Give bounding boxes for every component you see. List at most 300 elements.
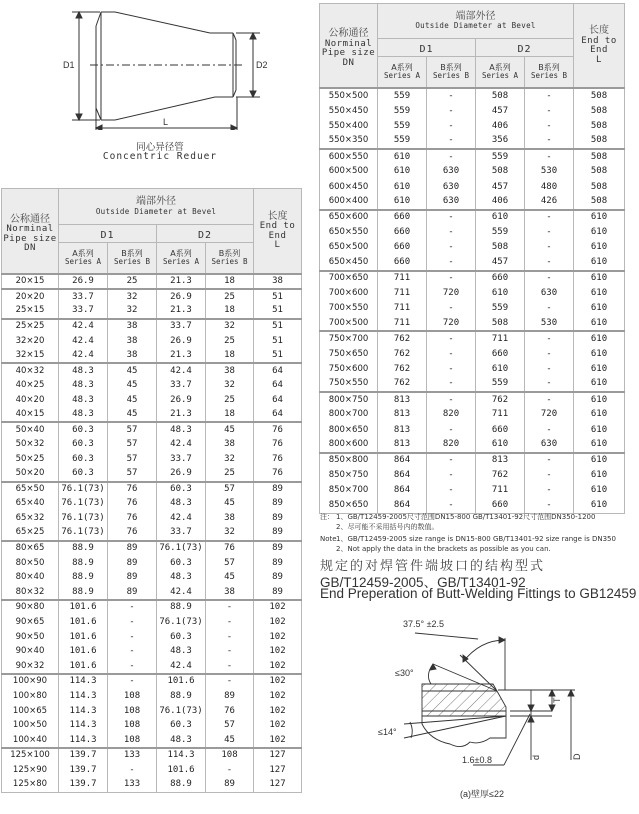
table-cell: 42.4 [157,437,206,452]
cell-dn: 100×65 [2,704,59,719]
table-cell: 48.3 [157,570,206,585]
table-cell: 89 [254,482,302,497]
table-cell: 559 [378,134,427,149]
table-cell: 480 [525,179,574,194]
table-cell: 660 [476,498,525,513]
table-cell: 33.7 [157,378,206,393]
bevel-title-cn: 规定的对焊管件端坡口的结构型式 [320,559,546,574]
cell-dn: 850×650 [320,498,378,513]
cell-dn: 600×450 [320,179,378,194]
table-row [2,704,302,719]
table-cell: 48.3 [59,363,108,378]
table-cell: 21.3 [157,304,206,319]
cell-dn: 600×500 [320,164,378,179]
table-row [2,319,302,334]
note-en-2-text: 2、Not apply the data in the brackets as possible as you can. [336,545,551,553]
table-cell: 559 [378,119,427,134]
table-cell: - [525,210,574,225]
table-cell: 762 [378,377,427,392]
table-cell: - [525,377,574,392]
table-cell: 45 [206,733,254,748]
table-row [2,541,302,556]
table-cell: 57 [206,482,254,497]
table-row [2,733,302,748]
cell-dn: 100×90 [2,674,59,689]
table-cell: 610 [574,407,625,422]
table-cell: 610 [574,225,625,240]
table-cell: 108 [108,689,157,704]
table-cell: 88.9 [59,570,108,585]
table-row [2,615,302,630]
table-row [2,304,302,319]
table-cell: 33.7 [59,289,108,304]
right-dimension-table [319,3,625,514]
table-cell: 32 [108,289,157,304]
table-cell: - [108,674,157,689]
cell-dn: 40×20 [2,393,59,408]
table-row [320,346,625,361]
table-cell: 42.4 [157,585,206,600]
table-cell: 26.9 [157,334,206,349]
series-a-cn: A系列 [391,62,413,72]
table-cell: - [206,674,254,689]
table-cell: 610 [574,331,625,346]
table-cell: 60.3 [157,556,206,571]
table-cell: 102 [254,600,302,615]
table-row [320,362,625,377]
table-cell: 26.9 [157,289,206,304]
series-a-en: Series A [64,257,102,267]
table-cell: 711 [378,316,427,331]
table-cell: 630 [525,438,574,453]
table-cell: 45 [108,408,157,423]
table-cell: - [427,255,476,270]
cell-dn: 125×100 [2,748,59,763]
table-cell: 38 [254,274,302,289]
table-cell: 32 [206,319,254,334]
table-cell: 102 [254,704,302,719]
table-cell: 60.3 [157,482,206,497]
table-cell: 76 [254,452,302,467]
table-cell: 660 [476,346,525,361]
table-row [320,149,625,164]
cell-dn: 32×20 [2,334,59,349]
cell-dn: 80×65 [2,541,59,556]
cell-dn: 80×50 [2,556,59,571]
table-cell: 457 [476,255,525,270]
table-cell: 610 [574,422,625,437]
table-cell: 38 [206,437,254,452]
table-cell: 508 [476,88,525,103]
table-cell: 42.4 [157,659,206,674]
table-cell: - [525,271,574,286]
table-cell: 64 [254,363,302,378]
bevel-title-std: GB/T12459-2005、GB/T13401-92 [320,575,526,590]
table-cell: - [427,392,476,407]
table-cell: 660 [378,240,427,255]
table-cell: - [525,134,574,149]
table-row [2,422,302,437]
table-cell: 610 [476,210,525,225]
header-d2-series-a [157,242,206,274]
series-b-en: Series B [113,257,151,267]
table-row [2,674,302,689]
table-cell: 60.3 [59,437,108,452]
table-cell: 114.3 [59,733,108,748]
header-length-en: End [268,230,287,241]
table-cell: - [525,422,574,437]
table-cell: 559 [476,149,525,164]
note-cn-1 [320,512,639,522]
table-cell: 108 [206,748,254,763]
table-cell: 42.4 [59,334,108,349]
table-row [2,718,302,733]
table-row [2,289,302,304]
table-cell: 108 [108,704,157,719]
table-cell: 21.3 [157,348,206,363]
table-cell: - [427,422,476,437]
table-cell: 48.3 [157,644,206,659]
table-cell: 457 [476,103,525,118]
table-cell: 38 [206,511,254,526]
cell-dn: 65×25 [2,526,59,541]
note-cn-prefix: 注： [320,513,334,521]
table-cell: 57 [108,452,157,467]
table-cell: - [427,468,476,483]
table-cell: 610 [574,483,625,498]
table-cell: 610 [574,362,625,377]
table-cell: - [525,103,574,118]
table-cell: 33.7 [59,304,108,319]
table-row [2,437,302,452]
table-row [320,301,625,316]
table-cell: 21.3 [157,408,206,423]
table-cell: 508 [476,240,525,255]
table-cell: 76.1(73) [59,496,108,511]
table-cell: 530 [525,164,574,179]
table-cell: 25 [206,393,254,408]
table-cell: 76.1(73) [157,704,206,719]
table-row [2,748,302,763]
table-row [320,331,625,346]
table-cell: 45 [108,393,157,408]
table-cell: 610 [574,210,625,225]
table-cell: - [525,498,574,513]
table-cell: 101.6 [59,659,108,674]
cell-dn: 65×32 [2,511,59,526]
table-cell: - [206,615,254,630]
table-cell: 33.7 [157,526,206,541]
cell-dn: 550×350 [320,134,378,149]
table-cell: - [427,483,476,498]
table-cell: 48.3 [59,393,108,408]
table-cell: - [427,119,476,134]
header-dn-en: Norminal [324,38,373,49]
table-cell: 610 [476,362,525,377]
note-en-2 [320,544,639,554]
table-cell: 508 [574,179,625,194]
table-cell: 32 [206,452,254,467]
table-cell: - [108,600,157,615]
angle-14-label: ≤14° [378,727,397,737]
table-cell: - [525,119,574,134]
header-d1-series-b [108,242,157,274]
table-cell: 610 [476,286,525,301]
series-a-en: Series A [383,71,421,81]
table-cell: 76 [254,437,302,452]
table-cell: 127 [254,778,302,793]
table-cell: 508 [476,164,525,179]
left-table-body [2,274,302,792]
cell-dn: 800×650 [320,422,378,437]
table-row [320,88,625,103]
cell-dn: 700×500 [320,316,378,331]
table-cell: 38 [108,334,157,349]
table-cell: 559 [476,377,525,392]
table-cell: 89 [254,526,302,541]
table-cell: 610 [378,195,427,210]
table-cell: 102 [254,615,302,630]
table-cell: 57 [206,718,254,733]
table-cell: - [525,346,574,361]
cell-dn: 20×20 [2,289,59,304]
table-cell: 88.9 [59,556,108,571]
table-cell: 720 [427,316,476,331]
table-cell: 508 [574,134,625,149]
table-cell: 25 [206,467,254,482]
table-cell: 33.7 [157,319,206,334]
table-cell: 18 [206,304,254,319]
header-d1 [59,225,157,243]
table-row [2,496,302,511]
table-cell: 57 [206,556,254,571]
cell-dn: 750×700 [320,331,378,346]
table-cell: 610 [574,392,625,407]
header-od-en: Outside Diameter at Bevel [415,21,536,31]
table-cell: 820 [427,438,476,453]
note-cn-1-text: 1、GB/T12459-2005尺寸范围DN15-800 GB/T13401-92尺寸范围DN350-1200 [336,513,596,521]
table-row [2,689,302,704]
table-cell: 51 [254,334,302,349]
cell-dn: 50×25 [2,452,59,467]
cell-dn: 100×40 [2,733,59,748]
angle-30-label: ≤30° [395,668,414,678]
header-d2 [476,39,574,57]
table-cell: - [427,103,476,118]
header-length-en: L [274,240,281,251]
table-cell: 711 [378,301,427,316]
header-length [254,189,302,275]
header-d1-label: D1 [419,44,434,55]
table-cell: - [427,331,476,346]
table-cell: 88.9 [157,689,206,704]
table-cell: 139.7 [59,763,108,778]
table-cell: 64 [254,393,302,408]
cell-dn: 550×400 [320,119,378,134]
table-cell: 711 [476,331,525,346]
header-d1-series-a [378,56,427,88]
table-cell: 720 [427,286,476,301]
table-cell: 26.9 [59,274,108,289]
table-cell: 864 [378,468,427,483]
table-row [320,225,625,240]
series-a-en: Series A [162,257,200,267]
table-cell: 89 [108,570,157,585]
table-cell: 48.3 [157,496,206,511]
table-cell: 102 [254,718,302,733]
table-cell: 813 [476,453,525,468]
header-dn-en: DN [342,57,355,68]
table-cell: 711 [378,271,427,286]
table-cell: 356 [476,134,525,149]
series-a-cn: A系列 [170,248,192,258]
cell-dn: 20×15 [2,274,59,289]
table-cell: 45 [108,378,157,393]
header-length-en: L [596,54,602,65]
cell-dn: 550×500 [320,88,378,103]
table-cell: 38 [108,348,157,363]
bevel-title-en: End Preperation of Butt-Welding Fittings to GB12459 [320,586,637,601]
table-cell: 33.7 [157,452,206,467]
table-cell: 101.6 [59,644,108,659]
header-d1-label: D1 [100,230,115,241]
table-cell: 813 [378,422,427,437]
table-cell: 76.1(73) [59,526,108,541]
table-cell: 711 [476,483,525,498]
table-cell: 18 [206,348,254,363]
table-row [320,453,625,468]
table-cell: 76.1(73) [157,615,206,630]
table-row [320,286,625,301]
table-cell: 21.3 [157,274,206,289]
header-od-cn: 端部外径 [455,10,496,22]
table-cell: 114.3 [59,689,108,704]
cell-dn: 90×65 [2,615,59,630]
header-length-en: End to [259,221,296,232]
table-cell: 660 [476,422,525,437]
table-row [2,585,302,600]
table-cell: 42.4 [157,511,206,526]
cell-dn: 800×750 [320,392,378,407]
table-cell: - [108,763,157,778]
table-cell: 18 [206,408,254,423]
table-cell: 660 [476,271,525,286]
cell-dn: 50×20 [2,467,59,482]
table-cell: 101.6 [59,600,108,615]
table-cell: 610 [574,498,625,513]
table-cell: 89 [254,556,302,571]
table-cell: 762 [476,392,525,407]
cell-dn: 90×40 [2,644,59,659]
header-outside-diameter [378,4,574,39]
table-row [320,164,625,179]
table-cell: 32 [206,378,254,393]
table-cell: 530 [525,316,574,331]
bevel-drawing [360,605,600,814]
cell-dn: 650×550 [320,225,378,240]
table-cell: 89 [108,556,157,571]
header-d2-series-b [525,56,574,88]
table-cell: - [427,225,476,240]
header-d2 [157,225,254,243]
angle-37-label: 37.5° ±2.5 [403,619,445,629]
table-cell: 42.4 [157,363,206,378]
table-cell: 60.3 [157,630,206,645]
cell-dn: 650×500 [320,240,378,255]
table-row [320,392,625,407]
table-cell: 762 [378,346,427,361]
header-dn [2,189,59,275]
table-cell: 508 [574,119,625,134]
table-cell: 45 [206,570,254,585]
table-cell: 813 [378,407,427,422]
table-cell: - [525,88,574,103]
table-cell: 88.9 [59,541,108,556]
cell-dn: 850×800 [320,453,378,468]
table-cell: 48.3 [157,733,206,748]
table-cell: 25 [206,334,254,349]
table-cell: 51 [254,319,302,334]
table-cell: - [525,240,574,255]
table-row [2,334,302,349]
cell-dn: 850×700 [320,483,378,498]
cell-dn: 850×750 [320,468,378,483]
table-row [320,316,625,331]
table-row [2,600,302,615]
table-cell: 25 [206,289,254,304]
table-cell: 610 [574,240,625,255]
cell-dn: 65×40 [2,496,59,511]
note-en-1 [320,534,639,544]
cell-dn: 25×25 [2,319,59,334]
header-dn-en: Norminal [6,224,54,235]
header-length-cn: 长度 [267,210,288,222]
table-cell: 114.3 [157,748,206,763]
table-cell: - [427,240,476,255]
series-b-cn: B系列 [218,248,241,258]
table-cell: 38 [108,319,157,334]
table-cell: - [525,225,574,240]
table-row [2,452,302,467]
header-d2-series-a [476,56,525,88]
table-cell: 32 [206,526,254,541]
table-row [320,438,625,453]
table-cell: 51 [254,304,302,319]
table-cell: 64 [254,408,302,423]
table-row [2,511,302,526]
table-cell: - [525,483,574,498]
table-cell: - [427,453,476,468]
table-cell: 76 [206,704,254,719]
drawing-title-cn: 同心异径管 [136,142,184,153]
cell-dn: 100×80 [2,689,59,704]
bevel-caption: (a)壁厚≤22 [460,789,504,799]
header-d1-series-b [427,56,476,88]
table-cell: - [525,453,574,468]
table-cell: 102 [254,644,302,659]
table-cell: 610 [378,164,427,179]
table-cell: 406 [476,195,525,210]
table-cell: 610 [476,438,525,453]
table-cell: 508 [574,195,625,210]
table-cell: 762 [476,468,525,483]
table-cell: 42.4 [59,319,108,334]
table-cell: - [427,377,476,392]
table-cell: 610 [574,271,625,286]
table-cell: 610 [574,255,625,270]
table-cell: 610 [574,377,625,392]
table-cell: 89 [108,585,157,600]
